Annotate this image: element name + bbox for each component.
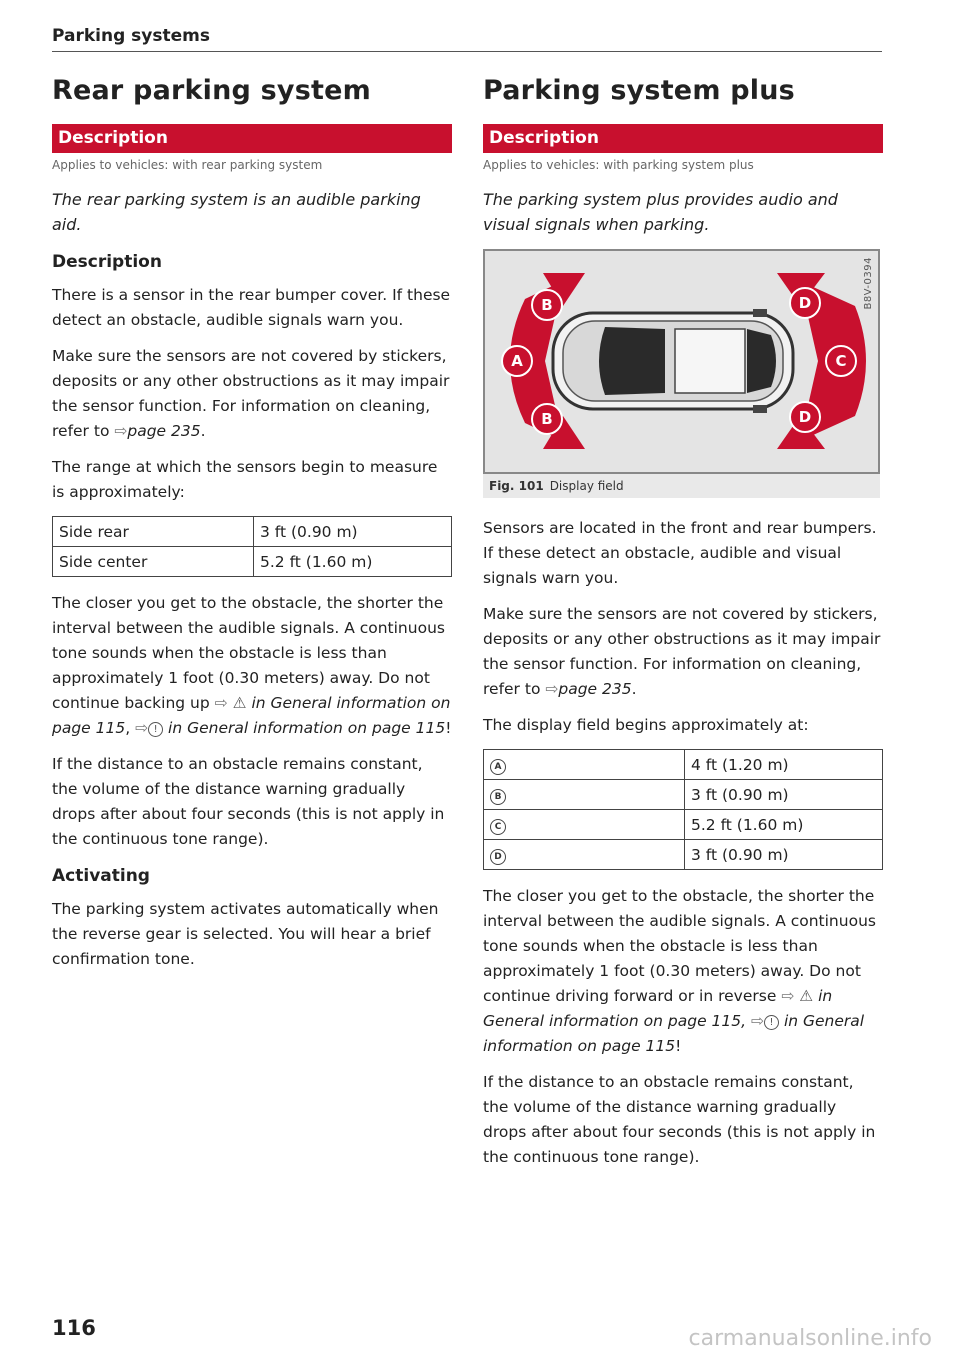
paragraph-display-field: The display field begins approximately at: (483, 716, 809, 734)
warning-triangle-icon: ⚠ (232, 694, 247, 712)
paragraph-volume: If the distance to an obstacle remains constant, the volume of the distance warning gradually drops after about four seconds (this is not apply in the continuous tone range). (483, 1073, 876, 1166)
running-header: Parking systems (52, 26, 210, 46)
table-cell-label (484, 780, 685, 810)
svg-text:B: B (541, 296, 553, 314)
note-circle-icon: ! (764, 1015, 779, 1030)
table-row (53, 547, 452, 577)
page-ref-link[interactable]: page 235 (558, 680, 632, 698)
windshield (747, 329, 776, 393)
svg-text:D: D (798, 294, 812, 312)
applies-note: Applies to vehicles: with rear parking system (52, 158, 323, 172)
table-cell-label (484, 750, 685, 780)
description-bar: Description (483, 124, 883, 153)
car-roof (675, 329, 745, 393)
intro-text: The rear parking system is an audible parking aid. (52, 190, 421, 234)
table-row (484, 840, 883, 870)
table-cell-label: Side center (53, 547, 254, 577)
table-row (484, 780, 883, 810)
general-info-link[interactable]: in General information on page 115 (52, 694, 451, 737)
right-column (483, 72, 883, 1181)
zone-label-d-bottom (790, 402, 820, 432)
table-row (484, 750, 883, 780)
zone-label-b-bottom (532, 404, 562, 434)
mirror-icon (753, 405, 767, 413)
rear-window (599, 327, 665, 395)
paragraph-sensor: There is a sensor in the rear bumper cover. If these detect an obstacle, audible signals warn you. (52, 286, 451, 329)
table-cell-value: 3 ft (0.90 m) (685, 780, 883, 810)
paragraph-activating: The parking system activates automatically when the reverse gear is selected. You will hear a brief confirmation tone. (52, 900, 439, 968)
display-field-table (483, 749, 883, 870)
mirror-icon (753, 309, 767, 317)
page-number: 116 (52, 1316, 96, 1340)
table-cell-value: 3 ft (0.90 m) (685, 840, 883, 870)
zone-circle-icon: C (490, 819, 506, 835)
zone-label-c (826, 346, 856, 376)
arrow-icon: ⇨ (114, 422, 128, 440)
table-row (484, 810, 883, 840)
paragraph-cleaning: Make sure the sensors are not covered by stickers, deposits or any other obstructions as it may impair the sensor function. For information on cleaning, refer to ⇨page 235. (52, 347, 450, 440)
table-cell-label (484, 840, 685, 870)
applies-note: Applies to vehicles: with parking system plus (483, 158, 754, 172)
activating-heading: Activating (52, 866, 150, 886)
paragraph-cleaning: Make sure the sensors are not covered by stickers, deposits or any other obstructions as it may impair the sensor function. For information on cleaning, refer to ⇨page 235. (483, 605, 881, 698)
arrow-icon: ⇨ (214, 694, 228, 712)
closer-text: The closer you get to the obstacle, the shorter the interval between the audible signals. A continuous tone sounds when the obstacle is less than approximately 1 foot (0.30 meters) away. Do not continue driving forward or in reverse (483, 887, 876, 1005)
table-cell-value: 3 ft (0.90 m) (254, 517, 452, 547)
closer-text: The closer you get to the obstacle, the shorter the interval between the audible signals. A continuous tone sounds when the obstacle is less than approximately 1 foot (0.30 meters) away. Do not continue backing up (52, 594, 445, 712)
car-diagram (485, 251, 878, 472)
intro-text: The parking system plus provides audio and visual signals when parking. (483, 190, 838, 234)
zone-circle-icon: A (490, 759, 506, 775)
header-rule (52, 51, 882, 52)
zone-label-d-top (790, 288, 820, 318)
watermark: carmanualsonline.info (688, 1326, 932, 1351)
figure-caption (483, 474, 880, 498)
arrow-icon: ⇨ (135, 719, 149, 737)
svg-text:C: C (835, 352, 847, 370)
page-ref-link[interactable]: page 235 (127, 422, 201, 440)
table-cell-value: 5.2 ft (1.60 m) (254, 547, 452, 577)
paragraph-closer: The closer you get to the obstacle, the shorter the interval between the audible signals. A continuous tone sounds when the obstacle is less than approximately 1 foot (0.30 meters) away. Do not continue driving forward or in reverse ⇨ ⚠ in General information on page 115, ⇨ ! in General information on page 115! (483, 887, 876, 1055)
table-cell-label: Side rear (53, 517, 254, 547)
arrow-icon: ⇨ (781, 987, 795, 1005)
cleaning-text: Make sure the sensors are not covered by stickers, deposits or any other obstructions as it may impair the sensor function. For information on cleaning, refer to (52, 347, 450, 440)
arrow-icon: ⇨ (545, 680, 559, 698)
paragraph-sensors: Sensors are located in the front and rear bumpers. If these detect an obstacle, audible and visual signals warn you. (483, 519, 877, 587)
figure-code: B8V-0394 (863, 257, 874, 310)
general-info-link-2[interactable]: in General information on page 115 (483, 1012, 865, 1055)
paragraph-range: The range at which the sensors begin to measure is approximately: (52, 458, 438, 501)
figure-caption-text: Display field (549, 479, 624, 493)
svg-text:D: D (798, 408, 812, 426)
table-cell-value: 5.2 ft (1.60 m) (685, 810, 883, 840)
zone-circle-icon: D (490, 849, 506, 865)
left-column (52, 72, 452, 983)
zone-circle-icon: B (490, 789, 506, 805)
arrow-icon: ⇨ (751, 1012, 764, 1030)
zone-label-b-top (532, 290, 562, 320)
cleaning-text: Make sure the sensors are not covered by stickers, deposits or any other obstructions as it may impair the sensor function. For information on cleaning, refer to (483, 605, 881, 698)
figure-number: Fig. 101 (489, 479, 544, 493)
zone-label-a (502, 346, 532, 376)
range-table (52, 516, 452, 577)
note-circle-icon: ! (148, 722, 163, 737)
general-info-link[interactable]: in General information on page 115, (483, 987, 833, 1030)
svg-text:A: A (511, 352, 523, 370)
paragraph-volume: If the distance to an obstacle remains constant, the volume of the distance warning gradually drops after about four seconds (this is not apply in the continuous tone range). (52, 755, 445, 848)
rear-parking-title: Rear parking system (52, 75, 371, 106)
display-field-figure (483, 249, 880, 474)
general-info-link-2[interactable]: in General information on page 115 (168, 719, 446, 737)
table-cell-value: 4 ft (1.20 m) (685, 750, 883, 780)
table-row (53, 517, 452, 547)
description-heading: Description (52, 252, 162, 272)
paragraph-closer: The closer you get to the obstacle, the shorter the interval between the audible signals. A continuous tone sounds when the obstacle is less than approximately 1 foot (0.30 meters) away. Do not continue backing up ⇨ ⚠ in General information on page 115, ⇨ ! in General information on page 115! (52, 594, 452, 737)
description-bar: Description (52, 124, 452, 153)
warning-triangle-icon: ⚠ (799, 987, 814, 1005)
parking-plus-title: Parking system plus (483, 75, 795, 106)
table-cell-label (484, 810, 685, 840)
svg-text:B: B (541, 410, 553, 428)
